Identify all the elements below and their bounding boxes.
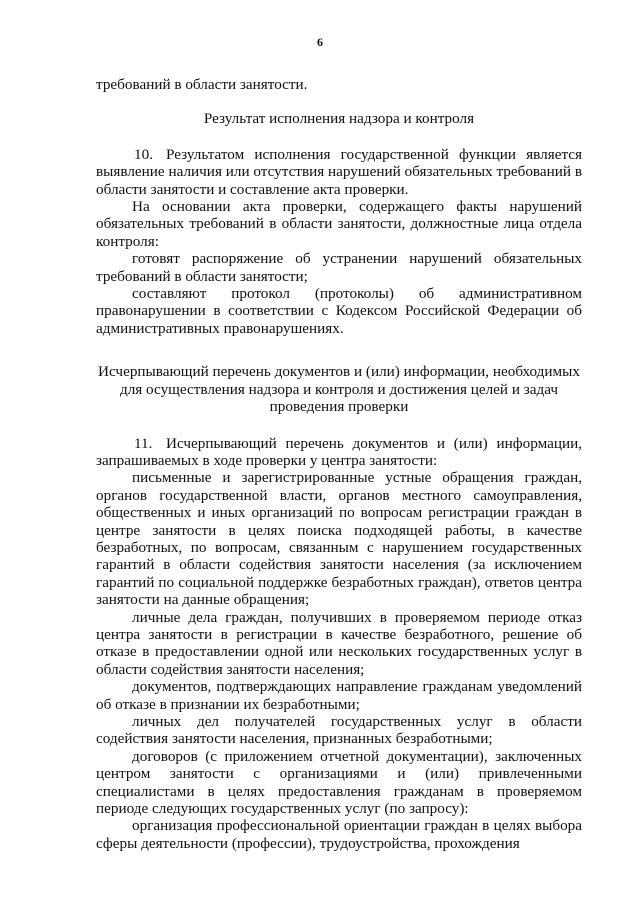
- intro-line: требований в области занятости.: [96, 76, 308, 93]
- list-item-contracts: договоров (с приложением отчетной документации), заключенных центром занятости с организациями и (или) привлеченными специалистами в целях предоставления гражданам в проверяемом периоде следующих государственных услуг (по запросу):: [96, 747, 582, 818]
- list-item-notification-docs: документов, подтверждающих направление гражданам уведомлений об отказе в признании их безработными;: [96, 678, 582, 713]
- paragraph-basis: На основании акта проверки, содержащего факты нарушений обязательных требований в области занятости, должностные лица отдела контроля:: [96, 198, 582, 250]
- section-heading-result: Результат исполнения надзора и контроля: [203, 110, 475, 128]
- paragraph-10-number: 10.: [134, 145, 153, 163]
- paragraph-protocol: составляют протокол (протоколы) об административном правонарушении в соответствии с Кодексом Российской Федерации об административных правонарушениях.: [96, 285, 582, 337]
- paragraph-11: [96, 435, 582, 470]
- document-body: [96, 76, 582, 852]
- page-number: 6: [317, 35, 323, 49]
- list-item-orientation: организация профессиональной ориентации граждан в целях выбора сферы деятельности (профессии), трудоустройства, прохождения: [96, 817, 582, 852]
- section-heading-documents: Исчерпывающий перечень документов и (или) информации, необходимых для осуществления надзора и контроля и достижения целей и задач проведения проверки: [98, 363, 580, 416]
- list-item-written-appeals: письменные и зарегистрированные устные обращения граждан, органов государственной власти, органов местного самоуправления, общественных и иных организаций по вопросам регистрации граждан в центре занятости в целях поиска подходящей работы, в качестве безработных, по вопросам, связанным с нарушением государственных гарантий в области содействия занятости населения (за исключением гарантий по социальной поддержке безработных граждан), ответов центра занятости на данные обращения;: [96, 469, 582, 609]
- paragraph-10-text: Результатом исполнения государственной функции является выявление наличия или отсутствия нарушений обязательных требований в области занятости и составление акта проверки.: [96, 145, 582, 198]
- paragraph-10: [96, 146, 582, 198]
- list-item-personal-files: личные дела граждан, получивших в проверяемом периоде отказ центра занятости в регистрации в качестве безработного, решение об отказе в предоставлении одной или нескольких государственных услуг в области содействия занятости населения;: [96, 608, 582, 678]
- list-item-recipient-files: личных дел получателей государственных услуг в области содействия занятости населения, признанных безработными;: [96, 713, 582, 748]
- paragraph-11-text: Исчерпывающий перечень документов и (или) информации, запрашиваемых в ходе проверки у центра занятости:: [96, 434, 582, 469]
- paragraph-11-number: 11.: [134, 434, 153, 452]
- paragraph-prepare: готовят распоряжение об устранении нарушений обязательных требований в области занятости;: [96, 250, 582, 285]
